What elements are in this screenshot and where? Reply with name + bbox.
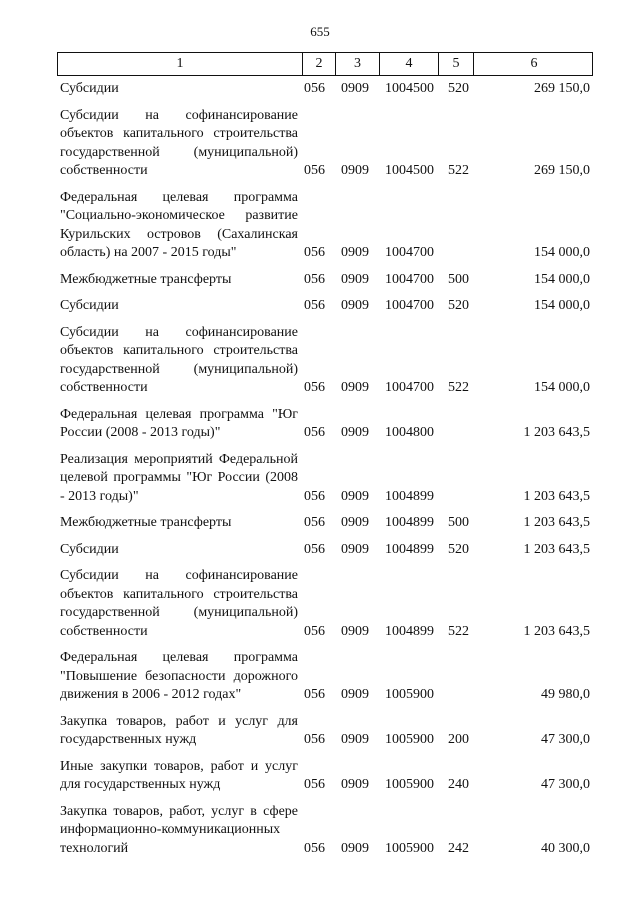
- row-amount: 1 203 643,5: [523, 488, 590, 504]
- table-row: [60, 271, 590, 290]
- row-amount: 269 150,0: [534, 163, 590, 178]
- row-name: Реализация мероприятий Федеральной целевой программы "Юг России (2008 - 2013 годы)": [60, 451, 298, 504]
- row-name: Федеральная целевая программа "Повышение безопасности дорожного движения в 2006 - 2012 годах": [60, 650, 298, 702]
- row-code-expense-type: 522: [448, 380, 469, 395]
- row-code-expense-type: 200: [448, 732, 469, 747]
- table-row: [60, 189, 590, 263]
- table-row: [60, 107, 590, 181]
- row-code-ministry: 056: [304, 777, 325, 792]
- row-code-target: 1004500: [385, 163, 434, 178]
- row-code-section: 0909: [341, 271, 369, 287]
- row-code-ministry: 056: [304, 380, 325, 395]
- row-code-ministry: 056: [304, 425, 325, 440]
- row-code-target: 1004800: [385, 425, 434, 440]
- row-amount: 154 000,0: [534, 245, 590, 260]
- row-code-target: 1004700: [385, 298, 434, 313]
- row-code-section: 0909: [341, 840, 369, 856]
- row-name: Субсидии на софинансирование объектов капитального строительства государственной (муниципальной) собственности: [60, 324, 298, 395]
- row-amount: 154 000,0: [534, 271, 590, 287]
- row-amount: 154 000,0: [534, 380, 590, 395]
- row-code-target: 1004500: [385, 81, 434, 96]
- row-name: Федеральная целевая программа "Социально-экономическое развитие Курильских островов (Сахалинская область) на 2007 - 2015 годы": [60, 189, 298, 260]
- row-code-expense-type: 500: [448, 515, 469, 530]
- row-code-ministry: 056: [304, 298, 325, 313]
- row-code-expense-type: 242: [448, 840, 469, 856]
- row-code-section: 0909: [341, 298, 369, 313]
- row-code-section: 0909: [341, 732, 369, 747]
- row-code-target: 1005900: [385, 777, 434, 792]
- row-name: Федеральная целевая программа "Юг России (2008 - 2013 годы)": [60, 406, 298, 440]
- row-code-ministry: 056: [304, 245, 325, 260]
- row-code-ministry: 056: [304, 840, 325, 856]
- table-row: [60, 567, 590, 641]
- row-code-ministry: 056: [304, 515, 325, 530]
- header-col-4: 4: [380, 53, 439, 75]
- row-amount: 1 203 643,5: [523, 541, 590, 557]
- row-amount: 49 980,0: [541, 687, 590, 702]
- row-code-ministry: 056: [304, 271, 325, 287]
- table-row: [60, 514, 590, 533]
- table-body: [60, 80, 590, 866]
- row-code-ministry: 056: [304, 488, 325, 504]
- row-name: Иные закупки товаров, работ и услуг для государственных нужд: [60, 758, 298, 792]
- row-name: Субсидии: [60, 81, 119, 96]
- row-code-expense-type: 520: [448, 81, 469, 96]
- row-name: Субсидии: [60, 298, 119, 313]
- row-code-section: 0909: [341, 777, 369, 792]
- row-code-expense-type: 520: [448, 298, 469, 313]
- row-code-target: 1004700: [385, 245, 434, 260]
- row-code-target: 1004899: [385, 623, 434, 639]
- row-code-target: 1005900: [385, 840, 434, 856]
- row-code-ministry: 056: [304, 732, 325, 747]
- table-row: [60, 297, 590, 316]
- row-amount: 47 300,0: [541, 732, 590, 747]
- row-name: Субсидии: [60, 541, 119, 557]
- row-code-target: 1004899: [385, 541, 434, 557]
- row-name: Субсидии на софинансирование объектов капитального строительства государственной (муниципальной) собственности: [60, 568, 298, 639]
- table-row: [60, 803, 590, 859]
- row-code-section: 0909: [341, 380, 369, 395]
- table-row: [60, 649, 590, 705]
- row-amount: 154 000,0: [534, 298, 590, 313]
- row-amount: 40 300,0: [541, 840, 590, 856]
- row-code-section: 0909: [341, 687, 369, 702]
- row-code-ministry: 056: [304, 81, 325, 96]
- row-code-ministry: 056: [304, 541, 325, 557]
- table-row: [60, 451, 590, 507]
- row-amount: 1 203 643,5: [523, 623, 590, 639]
- row-code-target: 1005900: [385, 687, 434, 702]
- row-code-expense-type: 522: [448, 163, 469, 178]
- row-name: Закупка товаров, работ, услуг в сфере информационно-коммуникационных технологий: [60, 803, 298, 856]
- table-row: [60, 406, 590, 443]
- row-code-target: 1004899: [385, 488, 434, 504]
- table-row: [60, 713, 590, 750]
- row-code-target: 1005900: [385, 732, 434, 747]
- row-code-ministry: 056: [304, 687, 325, 702]
- header-col-3: 3: [336, 53, 380, 75]
- row-code-expense-type: 520: [448, 541, 469, 557]
- row-code-target: 1004700: [385, 380, 434, 395]
- table-row: [60, 80, 590, 99]
- row-code-section: 0909: [341, 163, 369, 178]
- row-amount: 269 150,0: [534, 81, 590, 96]
- row-name: Межбюджетные трансферты: [60, 271, 232, 287]
- header-col-2: 2: [303, 53, 336, 75]
- table-row: [60, 758, 590, 795]
- table-header: [57, 52, 593, 76]
- header-col-5: 5: [439, 53, 474, 75]
- row-code-target: 1004899: [385, 515, 434, 530]
- header-col-1: 1: [58, 53, 303, 75]
- row-name: Закупка товаров, работ и услуг для государственных нужд: [60, 713, 298, 747]
- row-code-section: 0909: [341, 515, 369, 530]
- row-code-section: 0909: [341, 623, 369, 639]
- row-code-expense-type: 240: [448, 777, 469, 792]
- row-code-section: 0909: [341, 488, 369, 504]
- page-number: 655: [310, 24, 330, 39]
- row-code-section: 0909: [341, 81, 369, 96]
- header-col-6: 6: [530, 56, 538, 71]
- row-code-ministry: 056: [304, 623, 325, 639]
- table-row: [60, 324, 590, 398]
- row-code-ministry: 056: [304, 163, 325, 178]
- row-code-section: 0909: [341, 541, 369, 557]
- row-code-expense-type: 500: [448, 271, 469, 287]
- row-amount: 1 203 643,5: [523, 425, 590, 440]
- row-code-section: 0909: [341, 425, 369, 440]
- row-code-section: 0909: [341, 245, 369, 260]
- row-amount: 1 203 643,5: [523, 515, 590, 530]
- row-amount: 47 300,0: [541, 777, 590, 792]
- row-code-target: 1004700: [385, 271, 434, 287]
- table-row: [60, 541, 590, 560]
- row-name: Межбюджетные трансферты: [60, 515, 232, 530]
- row-name: Субсидии на софинансирование объектов капитального строительства государственной (муниципальной) собственности: [60, 107, 298, 178]
- row-code-expense-type: 522: [448, 623, 469, 639]
